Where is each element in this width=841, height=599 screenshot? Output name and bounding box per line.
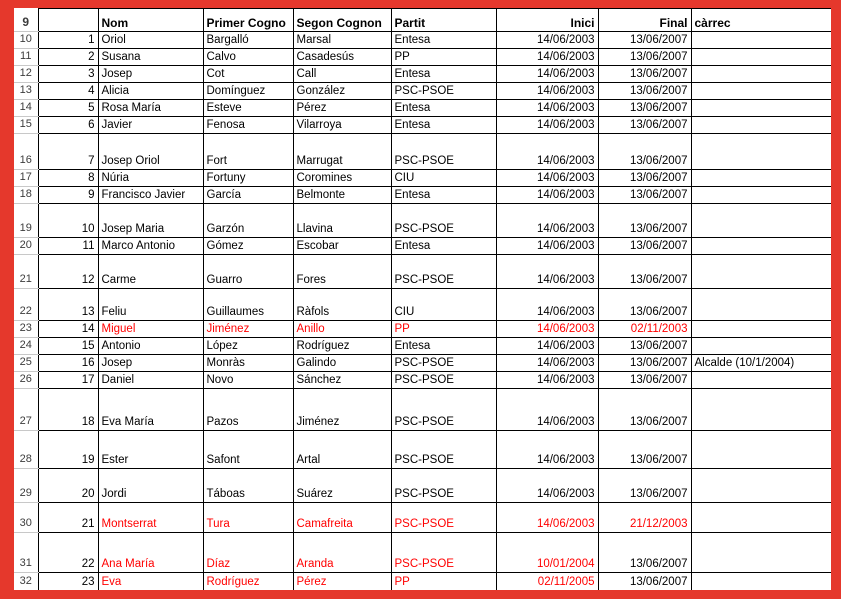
cell-final[interactable]: 13/06/2007 [598,255,691,289]
cell-final[interactable]: 13/06/2007 [598,170,691,187]
cell-number[interactable]: 19 [38,431,98,469]
cell-carrec[interactable] [691,83,831,100]
spreadsheet-row [14,372,831,389]
cell-inici[interactable]: 14/06/2003 [496,431,598,469]
row-header-cell[interactable]: 24 [14,338,38,355]
cell-number[interactable]: 20 [38,469,98,503]
spreadsheet-row [14,117,831,134]
cell-nom[interactable]: Rosa María [98,100,203,117]
cell-number[interactable] [38,9,98,32]
cell-segon-cognom[interactable]: Jiménez [293,389,391,431]
cell-partit[interactable]: PSC-PSOE [391,469,496,503]
cell-nom[interactable]: Ester [98,431,203,469]
cell-carrec[interactable] [691,66,831,83]
cell-segon-cognom[interactable]: Escobar [293,238,391,255]
cell-number[interactable]: 14 [38,321,98,338]
cell-inici[interactable]: 14/06/2003 [496,204,598,238]
cell-carrec[interactable] [691,117,831,134]
cell-number[interactable]: 1 [38,32,98,49]
row-header-cell[interactable]: 27 [14,389,38,431]
cell-segon-cognom[interactable]: Camafreita [293,503,391,533]
cell-nom[interactable]: Ana María [98,533,203,573]
cell-number[interactable]: 5 [38,100,98,117]
cell-final[interactable]: 13/06/2007 [598,204,691,238]
cell-partit[interactable]: PSC-PSOE [391,134,496,170]
cell-partit[interactable]: Entesa [391,117,496,134]
cell-primer-cognom[interactable]: Bargalló [203,32,293,49]
cell-segon-cognom[interactable]: Galindo [293,355,391,372]
cell-inici[interactable]: 14/06/2003 [496,32,598,49]
cell-carrec[interactable] [691,338,831,355]
row-header-cell[interactable]: 21 [14,255,38,289]
cell-carrec[interactable]: càrrec [691,9,831,32]
cell-carrec[interactable] [691,321,831,338]
spreadsheet-row [14,389,831,431]
cell-inici[interactable]: 14/06/2003 [496,238,598,255]
cell-number[interactable]: 13 [38,289,98,321]
cell-partit[interactable]: CIU [391,289,496,321]
cell-partit[interactable]: Entesa [391,238,496,255]
cell-segon-cognom[interactable]: Suárez [293,469,391,503]
cell-segon-cognom[interactable]: Fores [293,255,391,289]
row-header-cell[interactable]: 13 [14,83,38,100]
cell-final[interactable]: 13/06/2007 [598,533,691,573]
cell-final[interactable]: 13/06/2007 [598,573,691,591]
cell-carrec[interactable] [691,255,831,289]
cell-partit[interactable]: PSC-PSOE [391,255,496,289]
cell-carrec[interactable] [691,469,831,503]
cell-segon-cognom[interactable]: Marsal [293,32,391,49]
cell-partit[interactable]: PP [391,321,496,338]
cell-segon-cognom[interactable]: Anillo [293,321,391,338]
row-header-cell[interactable]: 12 [14,66,38,83]
cell-primer-cognom[interactable]: Primer Cogno [203,9,293,32]
spreadsheet-row [14,83,831,100]
row-header-cell[interactable]: 31 [14,533,38,573]
cell-primer-cognom[interactable]: Rodríguez [203,573,293,591]
cell-carrec[interactable] [691,238,831,255]
header-row [14,9,831,32]
row-header-cell[interactable]: 19 [14,204,38,238]
spreadsheet-row [14,255,831,289]
cell-primer-cognom[interactable]: Garzón [203,204,293,238]
cell-nom[interactable]: Josep Maria [98,204,203,238]
cell-nom[interactable]: Daniel [98,372,203,389]
cell-partit[interactable]: Entesa [391,32,496,49]
spreadsheet-row [14,170,831,187]
row-header-cell[interactable]: 29 [14,469,38,503]
cell-number[interactable]: 10 [38,204,98,238]
cell-inici[interactable]: 14/06/2003 [496,469,598,503]
cell-carrec[interactable] [691,573,831,591]
cell-inici[interactable]: 14/06/2003 [496,170,598,187]
cell-number[interactable]: 12 [38,255,98,289]
spreadsheet-row [14,469,831,503]
cell-nom[interactable]: Susana [98,49,203,66]
cell-carrec[interactable] [691,170,831,187]
cell-carrec[interactable]: Alcalde (10/1/2004) [691,355,831,372]
cell-nom[interactable]: Josep [98,66,203,83]
cell-inici[interactable]: 14/06/2003 [496,83,598,100]
cell-final[interactable]: 13/06/2007 [598,389,691,431]
spreadsheet-row [14,289,831,321]
spreadsheet-row [14,573,831,591]
spreadsheet-row [14,533,831,573]
cell-nom[interactable]: Jordi [98,469,203,503]
cell-number[interactable]: 6 [38,117,98,134]
cell-final[interactable]: 02/11/2003 [598,321,691,338]
cell-number[interactable]: 3 [38,66,98,83]
cell-inici[interactable]: 14/06/2003 [496,338,598,355]
cell-segon-cognom[interactable]: Sánchez [293,372,391,389]
cell-segon-cognom[interactable]: Coromines [293,170,391,187]
cell-inici[interactable]: 14/06/2003 [496,66,598,83]
cell-number[interactable]: 7 [38,134,98,170]
cell-number[interactable]: 16 [38,355,98,372]
cell-inici[interactable]: 14/06/2003 [496,187,598,204]
cell-segon-cognom[interactable]: Pérez [293,573,391,591]
cell-nom[interactable]: Eva María [98,389,203,431]
cell-segon-cognom[interactable]: Llavina [293,204,391,238]
cell-nom[interactable]: Eva [98,573,203,591]
cell-partit[interactable]: Partit [391,9,496,32]
cell-final[interactable]: 13/06/2007 [598,289,691,321]
cell-primer-cognom[interactable]: Guillaumes [203,289,293,321]
cell-number[interactable]: 11 [38,238,98,255]
row-header-cell[interactable]: 15 [14,117,38,134]
cell-number[interactable]: 18 [38,389,98,431]
cell-nom[interactable]: Miguel [98,321,203,338]
cell-inici[interactable]: 14/06/2003 [496,355,598,372]
cell-segon-cognom[interactable]: Casadesús [293,49,391,66]
cell-number[interactable]: 9 [38,187,98,204]
row-header-cell[interactable]: 32 [14,573,38,591]
cell-carrec[interactable] [691,431,831,469]
cell-segon-cognom[interactable]: Aranda [293,533,391,573]
cell-primer-cognom[interactable]: Tura [203,503,293,533]
cell-partit[interactable]: PSC-PSOE [391,372,496,389]
cell-inici[interactable]: 14/06/2003 [496,389,598,431]
cell-final[interactable]: 13/06/2007 [598,187,691,204]
cell-carrec[interactable] [691,372,831,389]
row-header-cell[interactable]: 28 [14,431,38,469]
cell-nom[interactable]: Carme [98,255,203,289]
row-header-cell[interactable]: 16 [14,134,38,170]
cell-segon-cognom[interactable]: Marrugat [293,134,391,170]
cell-primer-cognom[interactable]: Monràs [203,355,293,372]
cell-nom[interactable]: Montserrat [98,503,203,533]
spreadsheet-row [14,32,831,49]
cell-segon-cognom[interactable]: Segon Cognon [293,9,391,32]
cell-carrec[interactable] [691,100,831,117]
cell-partit[interactable]: PSC-PSOE [391,503,496,533]
cell-inici[interactable]: 14/06/2003 [496,255,598,289]
cell-inici[interactable]: 14/06/2003 [496,134,598,170]
cell-nom[interactable]: Josep Oriol [98,134,203,170]
row-header-cell[interactable]: 14 [14,100,38,117]
cell-primer-cognom[interactable]: Fenosa [203,117,293,134]
cell-primer-cognom[interactable]: Cot [203,66,293,83]
cell-partit[interactable]: PP [391,49,496,66]
cell-number[interactable]: 8 [38,170,98,187]
cell-partit[interactable]: PSC-PSOE [391,204,496,238]
cell-inici[interactable]: 14/06/2003 [496,100,598,117]
cell-nom[interactable]: Nom [98,9,203,32]
spreadsheet-rows [14,9,831,591]
cell-primer-cognom[interactable]: Calvo [203,49,293,66]
cell-final[interactable]: 13/06/2007 [598,338,691,355]
row-header-cell[interactable]: 17 [14,170,38,187]
cell-final[interactable]: 13/06/2007 [598,66,691,83]
spreadsheet-row [14,321,831,338]
cell-partit[interactable]: Entesa [391,66,496,83]
cell-carrec[interactable] [691,49,831,66]
cell-carrec[interactable] [691,204,831,238]
cell-primer-cognom[interactable]: García [203,187,293,204]
cell-final[interactable]: 13/06/2007 [598,431,691,469]
spreadsheet-row [14,204,831,238]
cell-number[interactable]: 22 [38,533,98,573]
row-header-cell[interactable]: 9 [14,9,38,32]
cell-primer-cognom[interactable]: López [203,338,293,355]
cell-nom[interactable]: Antonio [98,338,203,355]
cell-final[interactable]: 13/06/2007 [598,372,691,389]
cell-partit[interactable]: Entesa [391,338,496,355]
row-header-cell[interactable]: 23 [14,321,38,338]
cell-primer-cognom[interactable]: Esteve [203,100,293,117]
spreadsheet-row [14,238,831,255]
cell-primer-cognom[interactable]: Safont [203,431,293,469]
cell-nom[interactable]: Núria [98,170,203,187]
cell-carrec[interactable] [691,134,831,170]
cell-primer-cognom[interactable]: Novo [203,372,293,389]
cell-partit[interactable]: Entesa [391,187,496,204]
spreadsheet-viewport [14,8,831,590]
cell-nom[interactable]: Oriol [98,32,203,49]
spreadsheet-grid [14,8,831,590]
cell-final[interactable]: 13/06/2007 [598,355,691,372]
cell-final[interactable]: 13/06/2007 [598,100,691,117]
cell-final[interactable]: 13/06/2007 [598,83,691,100]
cell-nom[interactable]: Feliu [98,289,203,321]
cell-primer-cognom[interactable]: Fort [203,134,293,170]
cell-primer-cognom[interactable]: Táboas [203,469,293,503]
cell-nom[interactable]: Alicia [98,83,203,100]
spreadsheet-row [14,66,831,83]
cell-partit[interactable]: PSC-PSOE [391,431,496,469]
row-header-cell[interactable]: 25 [14,355,38,372]
cell-segon-cognom[interactable]: Pérez [293,100,391,117]
cell-carrec[interactable] [691,503,831,533]
cell-segon-cognom[interactable]: Rodríguez [293,338,391,355]
row-header-cell[interactable]: 30 [14,503,38,533]
spreadsheet-row [14,355,831,372]
cell-inici[interactable]: 14/06/2003 [496,49,598,66]
cell-inici[interactable]: 14/06/2003 [496,372,598,389]
cell-carrec[interactable] [691,389,831,431]
cell-final[interactable]: 13/06/2007 [598,49,691,66]
cell-segon-cognom[interactable]: Belmonte [293,187,391,204]
spreadsheet-row [14,431,831,469]
cell-partit[interactable]: CIU [391,170,496,187]
spreadsheet-row [14,134,831,170]
cell-primer-cognom[interactable]: Díaz [203,533,293,573]
cell-final[interactable]: Final [598,9,691,32]
cell-carrec[interactable] [691,533,831,573]
cell-nom[interactable]: Javier [98,117,203,134]
cell-nom[interactable]: Francisco Javier [98,187,203,204]
row-header-cell[interactable]: 11 [14,49,38,66]
cell-partit[interactable]: PSC-PSOE [391,355,496,372]
cell-number[interactable]: 23 [38,573,98,591]
cell-number[interactable]: 2 [38,49,98,66]
cell-segon-cognom[interactable]: Artal [293,431,391,469]
cell-segon-cognom[interactable]: Call [293,66,391,83]
cell-number[interactable]: 17 [38,372,98,389]
cell-inici[interactable]: 14/06/2003 [496,503,598,533]
cell-final[interactable]: 21/12/2003 [598,503,691,533]
spreadsheet-row [14,187,831,204]
cell-primer-cognom[interactable]: Pazos [203,389,293,431]
cell-partit[interactable]: Entesa [391,100,496,117]
cell-final[interactable]: 13/06/2007 [598,117,691,134]
cell-inici[interactable]: 14/06/2003 [496,321,598,338]
row-header-cell[interactable]: 18 [14,187,38,204]
cell-number[interactable]: 4 [38,83,98,100]
cell-partit[interactable]: PSC-PSOE [391,533,496,573]
cell-primer-cognom[interactable]: Gómez [203,238,293,255]
row-header-cell[interactable]: 20 [14,238,38,255]
cell-primer-cognom[interactable]: Jiménez [203,321,293,338]
cell-partit[interactable]: PP [391,573,496,591]
cell-final[interactable]: 13/06/2007 [598,238,691,255]
cell-inici[interactable]: 14/06/2003 [496,117,598,134]
cell-inici[interactable]: 14/06/2003 [496,289,598,321]
cell-partit[interactable]: PSC-PSOE [391,389,496,431]
cell-final[interactable]: 13/06/2007 [598,32,691,49]
spreadsheet-row [14,100,831,117]
cell-carrec[interactable] [691,187,831,204]
spreadsheet-row [14,49,831,66]
cell-final[interactable]: 13/06/2007 [598,134,691,170]
cell-carrec[interactable] [691,289,831,321]
cell-nom[interactable]: Marco Antonio [98,238,203,255]
cell-segon-cognom[interactable]: Vilarroya [293,117,391,134]
row-header-cell[interactable]: 22 [14,289,38,321]
spreadsheet-row [14,503,831,533]
cell-primer-cognom[interactable]: Fortuny [203,170,293,187]
row-header-cell[interactable]: 26 [14,372,38,389]
cell-inici[interactable]: Inici [496,9,598,32]
cell-inici[interactable]: 10/01/2004 [496,533,598,573]
cell-segon-cognom[interactable]: Ràfols [293,289,391,321]
cell-partit[interactable]: PSC-PSOE [391,83,496,100]
cell-carrec[interactable] [691,32,831,49]
cell-number[interactable]: 15 [38,338,98,355]
cell-primer-cognom[interactable]: Domínguez [203,83,293,100]
cell-number[interactable]: 21 [38,503,98,533]
cell-primer-cognom[interactable]: Guarro [203,255,293,289]
row-header-cell[interactable]: 10 [14,32,38,49]
cell-segon-cognom[interactable]: González [293,83,391,100]
cell-final[interactable]: 13/06/2007 [598,469,691,503]
cell-nom[interactable]: Josep [98,355,203,372]
cell-inici[interactable]: 02/11/2005 [496,573,598,591]
spreadsheet-row [14,338,831,355]
